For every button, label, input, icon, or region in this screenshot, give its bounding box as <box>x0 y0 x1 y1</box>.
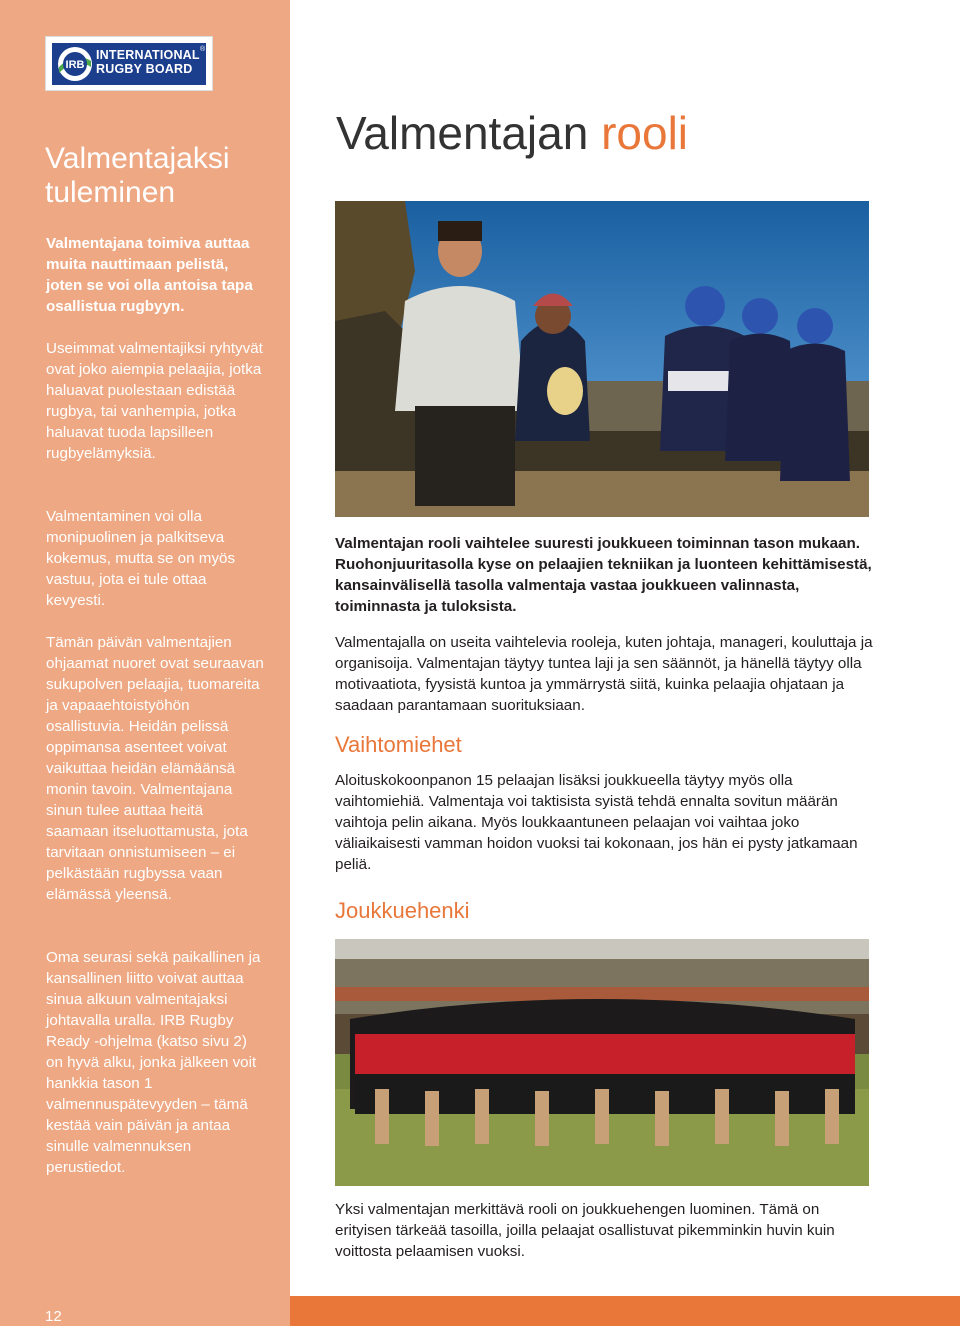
sidebar-heading: Valmentajaksi tuleminen <box>45 142 230 209</box>
page-title <box>336 106 688 160</box>
section-heading-substitutes: Vaihtomiehet <box>335 732 462 757</box>
sidebar-intro: Valmentajana toimiva auttaa muita nauttimaan pelistä, joten se voi olla antoisa tapa osallistua rugbyyn. <box>46 235 253 315</box>
coach-kids-photo <box>335 201 869 517</box>
title-accent: rooli <box>601 107 689 159</box>
section-heading-team-spirit: Joukkuehenki <box>335 898 470 923</box>
logo-wordmark <box>96 48 200 76</box>
registered-mark: ® <box>200 46 206 53</box>
sidebar-paragraph: Tämän päivän valmentajien ohjaamat nuoret ovat seuraavan sukupolven pelaajia, tuomareita ja vapaaehtoistyöhön osallistuvia. Heidän pelissä oppimansa asenteet voivat vaikuttaa heidän elämäänsä monin tavoin. Valmentajana sinun tulee auttaa heitä saamaan itseluottamusta, jota tarvitaan onnistumiseen – ei pelkästään rugbyssa vaan elämässä yleensä. <box>46 634 264 903</box>
page-number-box <box>0 1296 290 1326</box>
sidebar-paragraph: Valmentaminen voi olla monipuolinen ja palkitseva kokemus, mutta se on myös vastuu, jota ei tule ottaa kevyesti. <box>46 508 236 609</box>
roles-paragraph: Valmentajalla on useita vaihtelevia rooleja, kuten johtaja, manageri, kouluttaja ja organisoija. Valmentajan täytyy tuntea laji ja sen säännöt, ja hänellä täytyy olla motivaatiota, fyysistä kuntoa ja ymmärrystä siitä, kuinka pelaajia ohjataan ja saadaan parantamaan suorituksiaan. <box>335 634 873 714</box>
sidebar-paragraph: Oma seurasi sekä paikallinen ja kansallinen liitto voivat auttaa sinua alkuun valmentajaksi johtavalla uralla. IRB Rugby Ready -ohjelma (katso sivu 2) on hyvä alku, jonka jälkeen voit hankkia tason 1 valmennuspätevyyden – tämä kestää vain päivän ja antaa sinulle valmennuksen perustiedot. <box>46 949 261 1176</box>
team-huddle-photo <box>335 939 869 1186</box>
logo-badge <box>52 43 206 85</box>
title-main: Valmentajan <box>336 107 589 159</box>
logo-mark-text: IRB <box>65 59 85 71</box>
page-number: 12 <box>45 1308 62 1325</box>
team-spirit-paragraph: Yksi valmentajan merkittävä rooli on joukkuehengen luominen. Tämä on erityisen tärkeää tasoilla, joilla pelaajat osallistuvat pikemminkin huvin kuin voittosta pelaamisen vuoksi. <box>335 1201 835 1260</box>
lead-paragraph: Valmentajan rooli vaihtelee suuresti joukkueen toiminnan tason mukaan. Ruohonjuuritasolla kyse on pelaajien tekniikan ja luonteen kehittämisestä, kansainvälisellä tasolla valmentaja vastaa joukkueen valinnasta, toiminnasta ja tuloksista. <box>335 535 872 615</box>
irb-emblem-icon <box>56 45 94 83</box>
irb-logo <box>45 36 213 91</box>
sidebar-paragraph: Useimmat valmentajiksi ryhtyvät ovat joko aiempia pelaajia, jotka haluavat puolestaan edistää rugbya, tai vanhempia, jotka haluavat tuoda lapsilleen rugbyelämyksiä. <box>46 340 263 462</box>
logo-line-2: RUGBY BOARD <box>96 62 193 76</box>
logo-line-1: INTERNATIONAL <box>96 48 200 62</box>
substitutes-paragraph: Aloituskokoonpanon 15 pelaajan lisäksi joukkueella täytyy myös olla vaihtomiehiä. Valmentaja voi taktisista syistä tehdä ennalta sovitun määrän vaihtoja pelin aikana. Myös loukkaantuneen pelaajan voi vaihtaa joko väliaikaisesti vamman hoidon vuoksi tai kokonaan, jos hän ei pysty jatkamaan peliä. <box>335 772 858 873</box>
